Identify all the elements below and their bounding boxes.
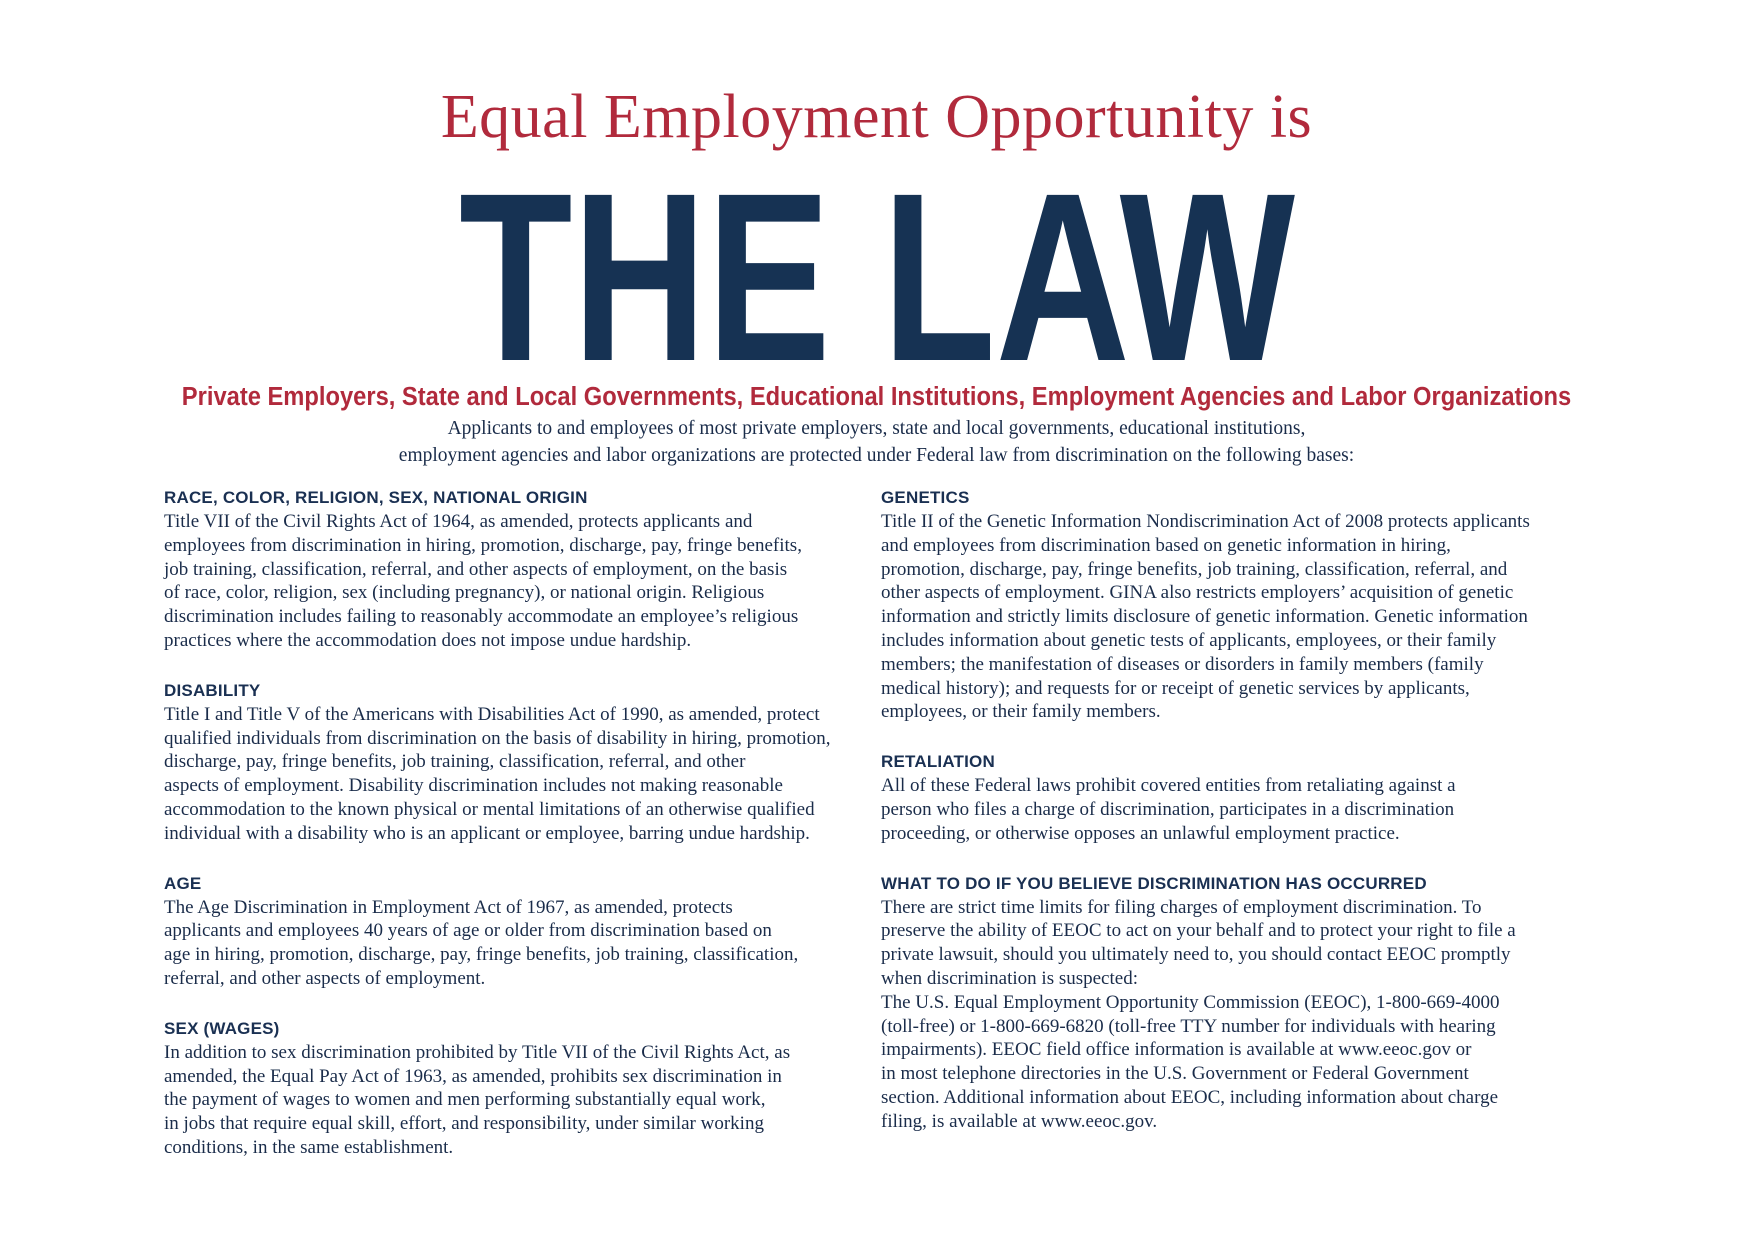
body-line: preserve the ability of EEOC to act on your behalf and to protect your right to file a	[881, 920, 1516, 942]
section-heading: RETALIATION	[881, 752, 995, 772]
body-line: The Age Discrimination in Employment Act of 1967, as amended, protects	[164, 896, 733, 918]
body-line: information and strictly limits disclosure of genetic information. Genetic information	[881, 606, 1528, 628]
main-title-svg	[459, 160, 1295, 360]
intro-line: employment agencies and labor organizations are protected under Federal law from discrimination on the following bases:	[398, 445, 1355, 466]
right-column	[881, 486, 1591, 1160]
body-line: applicants and employees 40 years of age or older from discrimination based on	[164, 920, 772, 942]
body-line: employees from discrimination in hiring, promotion, discharge, pay, fringe benefits,	[164, 534, 802, 556]
body-line: the payment of wages to women and men performing substantially equal work,	[164, 1089, 766, 1111]
body-line: discharge, pay, fringe benefits, job training, classification, referral, and other	[164, 751, 746, 773]
body-line: filing, is available at www.eeoc.gov.	[881, 1110, 1158, 1132]
body-line: There are strict time limits for filing charges of employment discrimination. To	[881, 896, 1482, 918]
poster-subtitle: Private Employers, State and Local Governments, Educational Institutions, Employment Agencies and Labor Organizations	[181, 383, 1572, 411]
body-line: members; the manifestation of diseases or disorders in family members (family	[881, 653, 1484, 675]
body-line: Title VII of the Civil Rights Act of 1964, as amended, protects applicants and	[164, 511, 753, 532]
poster-pretitle: Equal Employment Opportunity is	[440, 83, 1313, 151]
body-line: Title I and Title V of the Americans with Disabilities Act of 1990, as amended, protect	[164, 703, 820, 725]
body-line: aspects of employment. Disability discrimination includes not making reasonable	[164, 775, 783, 797]
section-body	[164, 1041, 879, 1160]
section-body	[164, 510, 879, 653]
body-line: medical history); and requests for or receipt of genetic services by applicants,	[881, 677, 1470, 699]
section-heading: DISABILITY	[164, 680, 261, 700]
main-title-text: THE LAW	[459, 160, 1295, 360]
body-line: employees, or their family members.	[881, 701, 1161, 723]
poster-main-title	[459, 160, 1295, 360]
body-line: individual with a disability who is an applicant or employee, barring undue hardship.	[164, 822, 810, 844]
body-line: impairments). EEOC field office information is available at www.eeoc.gov or	[881, 1039, 1472, 1061]
body-line: amended, the Equal Pay Act of 1963, as amended, prohibits sex discrimination in	[164, 1065, 782, 1087]
body-line: conditions, in the same establishment.	[164, 1136, 454, 1158]
section-genetics	[881, 486, 1591, 724]
section-body	[164, 896, 879, 991]
body-line: private lawsuit, should you ultimately need to, you should contact EEOC promptly	[881, 944, 1511, 966]
body-line: discrimination includes failing to reasonably accommodate an employee’s religious	[164, 606, 799, 628]
body-line: other aspects of employment. GINA also restricts employers’ acquisition of genetic	[881, 582, 1514, 604]
section-body	[881, 510, 1591, 724]
body-line: when discrimination is suspected:	[881, 967, 1138, 989]
left-column	[164, 486, 879, 1186]
section-heading: SEX (WAGES)	[164, 1018, 280, 1038]
body-line: accommodation to the known physical or mental limitations of an otherwise qualified	[164, 798, 815, 820]
body-line: The U.S. Equal Employment Opportunity Commission (EEOC), 1-800-669-4000	[881, 991, 1500, 1013]
body-line: qualified individuals from discrimination on the basis of disability in hiring, promotion,	[164, 727, 831, 749]
section-body	[881, 896, 1591, 1134]
section-age	[164, 872, 879, 991]
body-line: referral, and other aspects of employment.	[164, 967, 486, 989]
body-line: person who files a charge of discrimination, participates in a discrimination	[881, 798, 1455, 820]
section-retaliation	[881, 750, 1591, 845]
section-heading: RACE, COLOR, RELIGION, SEX, NATIONAL ORIGIN	[164, 488, 588, 507]
body-line: includes information about genetic tests of applicants, employees, or their family	[881, 629, 1497, 651]
section-body	[881, 774, 1591, 845]
section-race-color-religion	[164, 486, 879, 653]
body-line: and employees from discrimination based on genetic information in hiring,	[881, 534, 1451, 556]
body-line: in jobs that require equal skill, effort, and responsibility, under similar working	[164, 1113, 764, 1135]
body-line: of race, color, religion, sex (including pregnancy), or national origin. Religious	[164, 582, 765, 604]
section-heading: WHAT TO DO IF YOU BELIEVE DISCRIMINATION HAS OCCURRED	[881, 873, 1427, 893]
section-disability	[164, 679, 879, 846]
body-line: in most telephone directories in the U.S. Government or Federal Government	[881, 1063, 1469, 1085]
intro-line: Applicants to and employees of most private employers, state and local governments, educational institutions,	[447, 418, 1306, 439]
body-line: job training, classification, referral, and other aspects of employment, on the basis	[164, 558, 788, 580]
body-line: promotion, discharge, pay, fringe benefits, job training, classification, referral, and	[881, 558, 1508, 580]
body-line: section. Additional information about EEOC, including information about charge	[881, 1086, 1499, 1108]
body-line: Title II of the Genetic Information Nondiscrimination Act of 2008 protects applicants	[881, 511, 1530, 532]
body-line: proceeding, or otherwise opposes an unlawful employment practice.	[881, 822, 1400, 844]
intro-paragraph	[0, 415, 1753, 469]
body-line: age in hiring, promotion, discharge, pay, fringe benefits, job training, classification,	[164, 944, 799, 966]
section-body	[164, 703, 879, 846]
body-line: practices where the accommodation does not impose undue hardship.	[164, 629, 692, 651]
section-heading: GENETICS	[881, 488, 970, 507]
body-line: In addition to sex discrimination prohibited by Title VII of the Civil Rights Act, as	[164, 1041, 791, 1063]
body-line: (toll-free) or 1-800-669-6820 (toll-free TTY number for individuals with hearing	[881, 1015, 1496, 1037]
section-what-to-do	[881, 872, 1591, 1134]
section-heading: AGE	[164, 873, 202, 893]
section-sex-wages	[164, 1017, 879, 1160]
body-line: All of these Federal laws prohibit covered entities from retaliating against a	[881, 775, 1456, 797]
